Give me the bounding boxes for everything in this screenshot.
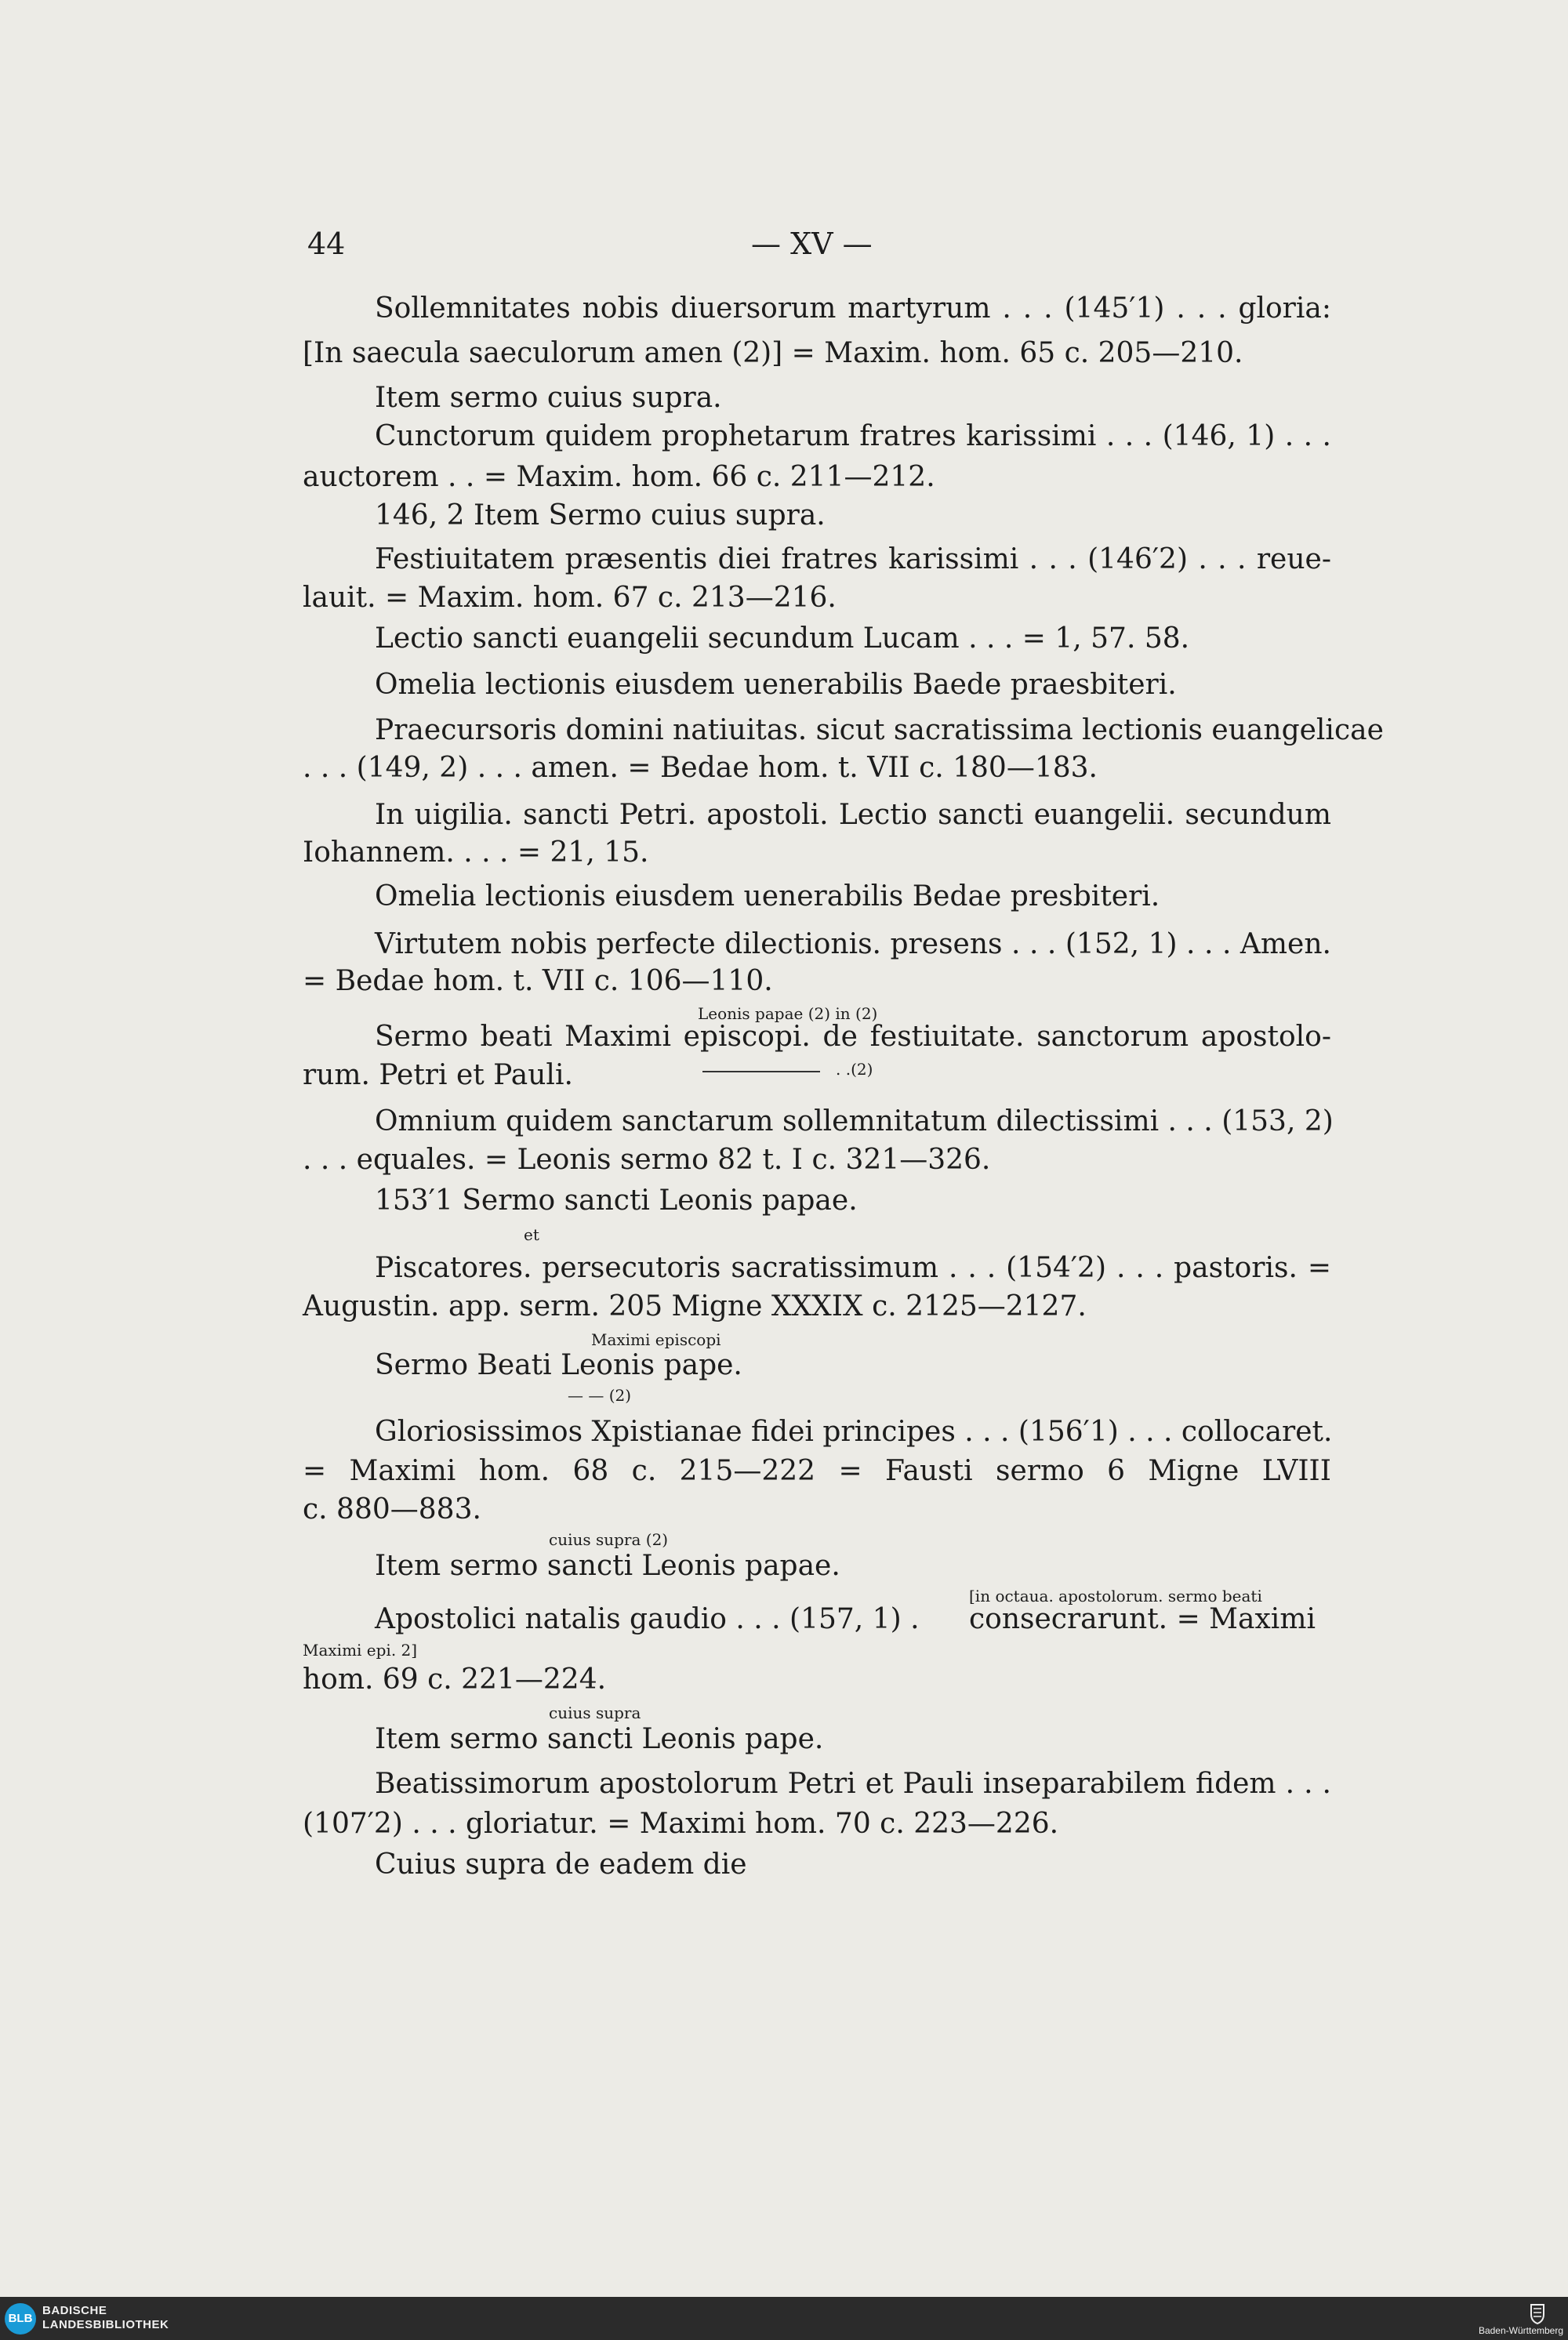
text-line: 153′1 Sermo sancti Leonis papae. <box>375 1185 858 1217</box>
text-line: Virtutem nobis perfecte dilectionis. presens . . . (152, 1) . . . Amen. <box>375 928 1331 960</box>
underline-mark <box>702 1071 820 1072</box>
text-line: c. 880—883. <box>303 1493 481 1526</box>
text-line: Gloriosissimos Xpistianae fidei principes . . . (156′1) . . . collocaret. <box>375 1416 1333 1448</box>
text-line: Sermo beati Maximi episcopi. de festiuitate. sanctorum apostolo- <box>375 1021 1331 1053</box>
text-line: lauit. = Maxim. hom. 67 c. 213—216. <box>303 582 837 614</box>
text-line: = Maximi hom. 68 c. 215—222 = Fausti sermo 6 Migne LVIII <box>303 1455 1331 1487</box>
interlinear-annotation: et <box>524 1225 539 1244</box>
interlinear-annotation: cuius supra <box>549 1703 641 1722</box>
text-line: rum. Petri et Pauli. <box>303 1059 573 1091</box>
text-line: [In saecula saeculorum amen (2)] = Maxim. hom. 65 c. 205—210. <box>303 337 1243 369</box>
page-number: 44 <box>307 227 346 261</box>
interlinear-annotation: — — (2) <box>568 1386 632 1405</box>
text-line: consecrarunt. = Maximi <box>969 1603 1316 1635</box>
text-line: Item sermo sancti Leonis papae. <box>375 1550 840 1582</box>
text-line: Apostolici natalis gaudio . . . (157, 1) . <box>375 1603 920 1635</box>
interlinear-annotation: . .(2) <box>836 1060 873 1079</box>
text-line: Cuius supra de eadem die <box>375 1848 747 1881</box>
text-line: Lectio sancti euangelii secundum Lucam . . . = 1, 57. 58. <box>375 622 1190 655</box>
text-line: 146, 2 Item Sermo cuius supra. <box>375 499 826 531</box>
text-line: Sollemnitates nobis diuersorum martyrum . . . (145′1) . . . gloria: <box>375 292 1331 325</box>
crest-icon <box>1524 2302 1551 2325</box>
interlinear-annotation: cuius supra (2) <box>549 1530 669 1549</box>
blb-logo: BLB <box>5 2303 36 2335</box>
text-line: Cunctorum quidem prophetarum fratres karissimi . . . (146, 1) . . . <box>375 420 1331 452</box>
interlinear-annotation: Maximi epi. 2] <box>303 1641 418 1660</box>
text-line: Praecursoris domini natiuitas. sicut sacratissima lectionis euangelicae <box>375 714 1384 746</box>
text-line: hom. 69 c. 221—224. <box>303 1663 607 1696</box>
text-line: In uigilia. sancti Petri. apostoli. Lectio sancti euangelii. secundum <box>375 799 1331 831</box>
text-line: Augustin. app. serm. 205 Migne XXXIX c. 2125—2127. <box>303 1290 1087 1322</box>
interlinear-annotation: Maximi episcopi <box>591 1330 721 1349</box>
text-line: = Bedae hom. t. VII c. 106—110. <box>303 965 773 997</box>
library-name: BADISCHE LANDESBIBLIOTHEK <box>42 2304 169 2331</box>
footer-bar <box>0 2297 1568 2340</box>
text-line: . . . equales. = Leonis sermo 82 t. I c. 321—326. <box>303 1144 991 1176</box>
text-line: Omelia lectionis eiusdem uenerabilis Baede praesbiteri. <box>375 669 1177 701</box>
text-line: Beatissimorum apostolorum Petri et Pauli inseparabilem fidem . . . <box>375 1768 1331 1800</box>
text-line: Festiuitatem præsentis diei fratres karissimi . . . (146′2) . . . reue- <box>375 543 1331 575</box>
text-line: Sermo Beati Leonis pape. <box>375 1349 742 1381</box>
text-line: . . . (149, 2) . . . amen. = Bedae hom. t. VII c. 180—183. <box>303 752 1098 784</box>
text-line: Iohannem. . . . = 21, 15. <box>303 836 649 869</box>
baden-wuerttemberg-label: Baden-Württemberg <box>1478 2325 1563 2336</box>
interlinear-annotation: [in octaua. apostolorum. sermo beati <box>969 1587 1262 1605</box>
text-line: auctorem . . = Maxim. hom. 66 c. 211—212. <box>303 461 935 493</box>
interlinear-annotation: Leonis papae (2) in (2) <box>698 1004 878 1023</box>
text-line: Item sermo sancti Leonis pape. <box>375 1723 824 1755</box>
text-line: Piscatores. persecutoris sacratissimum . . . (154′2) . . . pastoris. = <box>375 1252 1331 1284</box>
running-head: — XV — <box>751 227 873 261</box>
text-line: Omelia lectionis eiusdem uenerabilis Bedae presbiteri. <box>375 880 1160 912</box>
text-line: Item sermo cuius supra. <box>375 382 722 414</box>
text-line: Omnium quidem sanctarum sollemnitatum dilectissimi . . . (153, 2) <box>375 1105 1334 1137</box>
text-line: (107′2) . . . gloriatur. = Maximi hom. 70 c. 223—226. <box>303 1808 1059 1840</box>
